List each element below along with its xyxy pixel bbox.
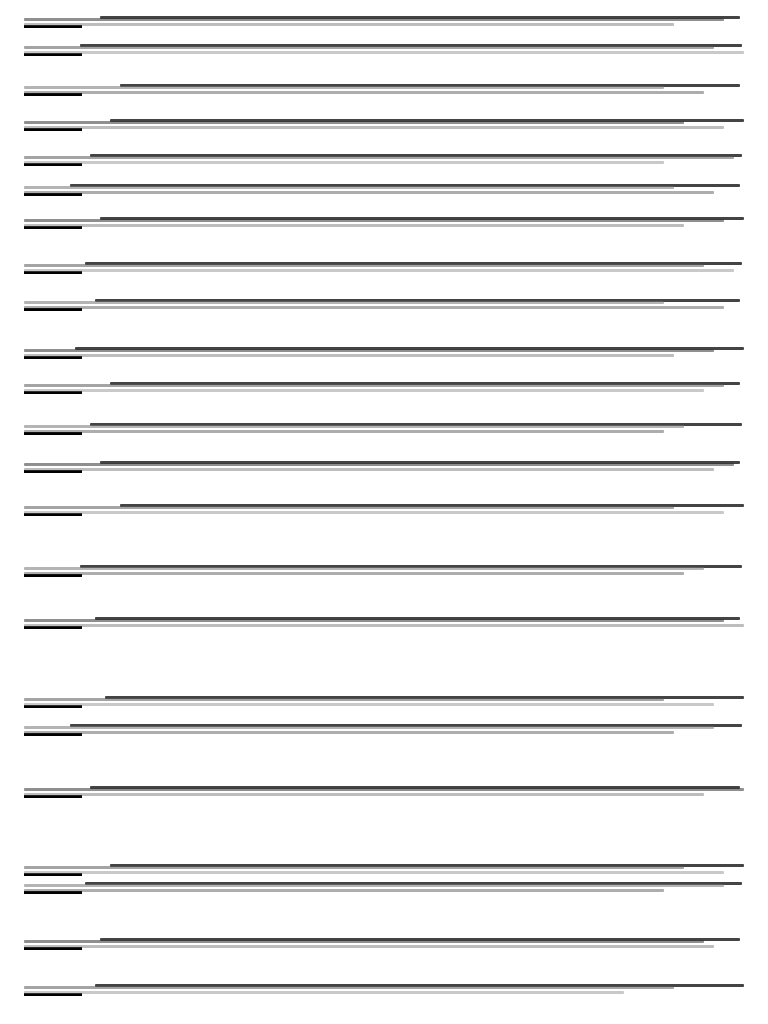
result-snippet-line: [24, 511, 724, 514]
result-snippet-line: [24, 91, 704, 94]
result-snippet-line: [24, 264, 704, 267]
result-snippet-line: [24, 51, 744, 54]
result-snippet-line: [24, 384, 724, 387]
result-snippet-line: [24, 619, 724, 622]
result-snippet-line: [24, 991, 624, 994]
result-snippet-line: [24, 889, 664, 892]
result-snippet-line: [24, 703, 714, 706]
result-snippet-line: [24, 624, 744, 627]
result-snippet-line: [24, 121, 684, 124]
result-snippet-line: [24, 698, 664, 701]
result-snippet-line: [24, 788, 744, 791]
result-snippet-line: [24, 425, 684, 428]
result-snippet-line: [24, 18, 724, 21]
result-snippet-line: [24, 986, 674, 989]
result-snippet-line: [24, 731, 674, 734]
result-snippet-line: [24, 430, 664, 433]
result-snippet-line: [24, 186, 674, 189]
result-snippet-line: [24, 86, 664, 89]
result-snippet-line: [24, 354, 674, 357]
result-snippet-line: [24, 572, 684, 575]
result-snippet-line: [24, 219, 724, 222]
result-snippet-line: [24, 389, 704, 392]
result-snippet-line: [24, 468, 714, 471]
result-snippet-line: [24, 301, 664, 304]
result-snippet-line: [24, 191, 714, 194]
result-snippet-line: [24, 23, 674, 26]
result-snippet-line: [24, 224, 684, 227]
result-snippet-line: [24, 269, 734, 272]
result-snippet-line: [24, 161, 664, 164]
result-snippet-line: [24, 506, 674, 509]
result-snippet-line: [24, 884, 724, 887]
result-snippet-line: [24, 567, 704, 570]
result-snippet-line: [24, 463, 734, 466]
result-snippet-line: [24, 156, 734, 159]
result-snippet-line: [24, 46, 714, 49]
result-snippet-line: [24, 349, 714, 352]
result-snippet-line: [24, 940, 704, 943]
result-snippet-line: [24, 726, 714, 729]
result-snippet-line: [24, 871, 724, 874]
result-snippet-line: [24, 866, 684, 869]
result-snippet-line: [24, 306, 724, 309]
result-snippet-line: [24, 793, 704, 796]
result-snippet-line: [24, 945, 714, 948]
result-snippet-line: [24, 126, 724, 129]
